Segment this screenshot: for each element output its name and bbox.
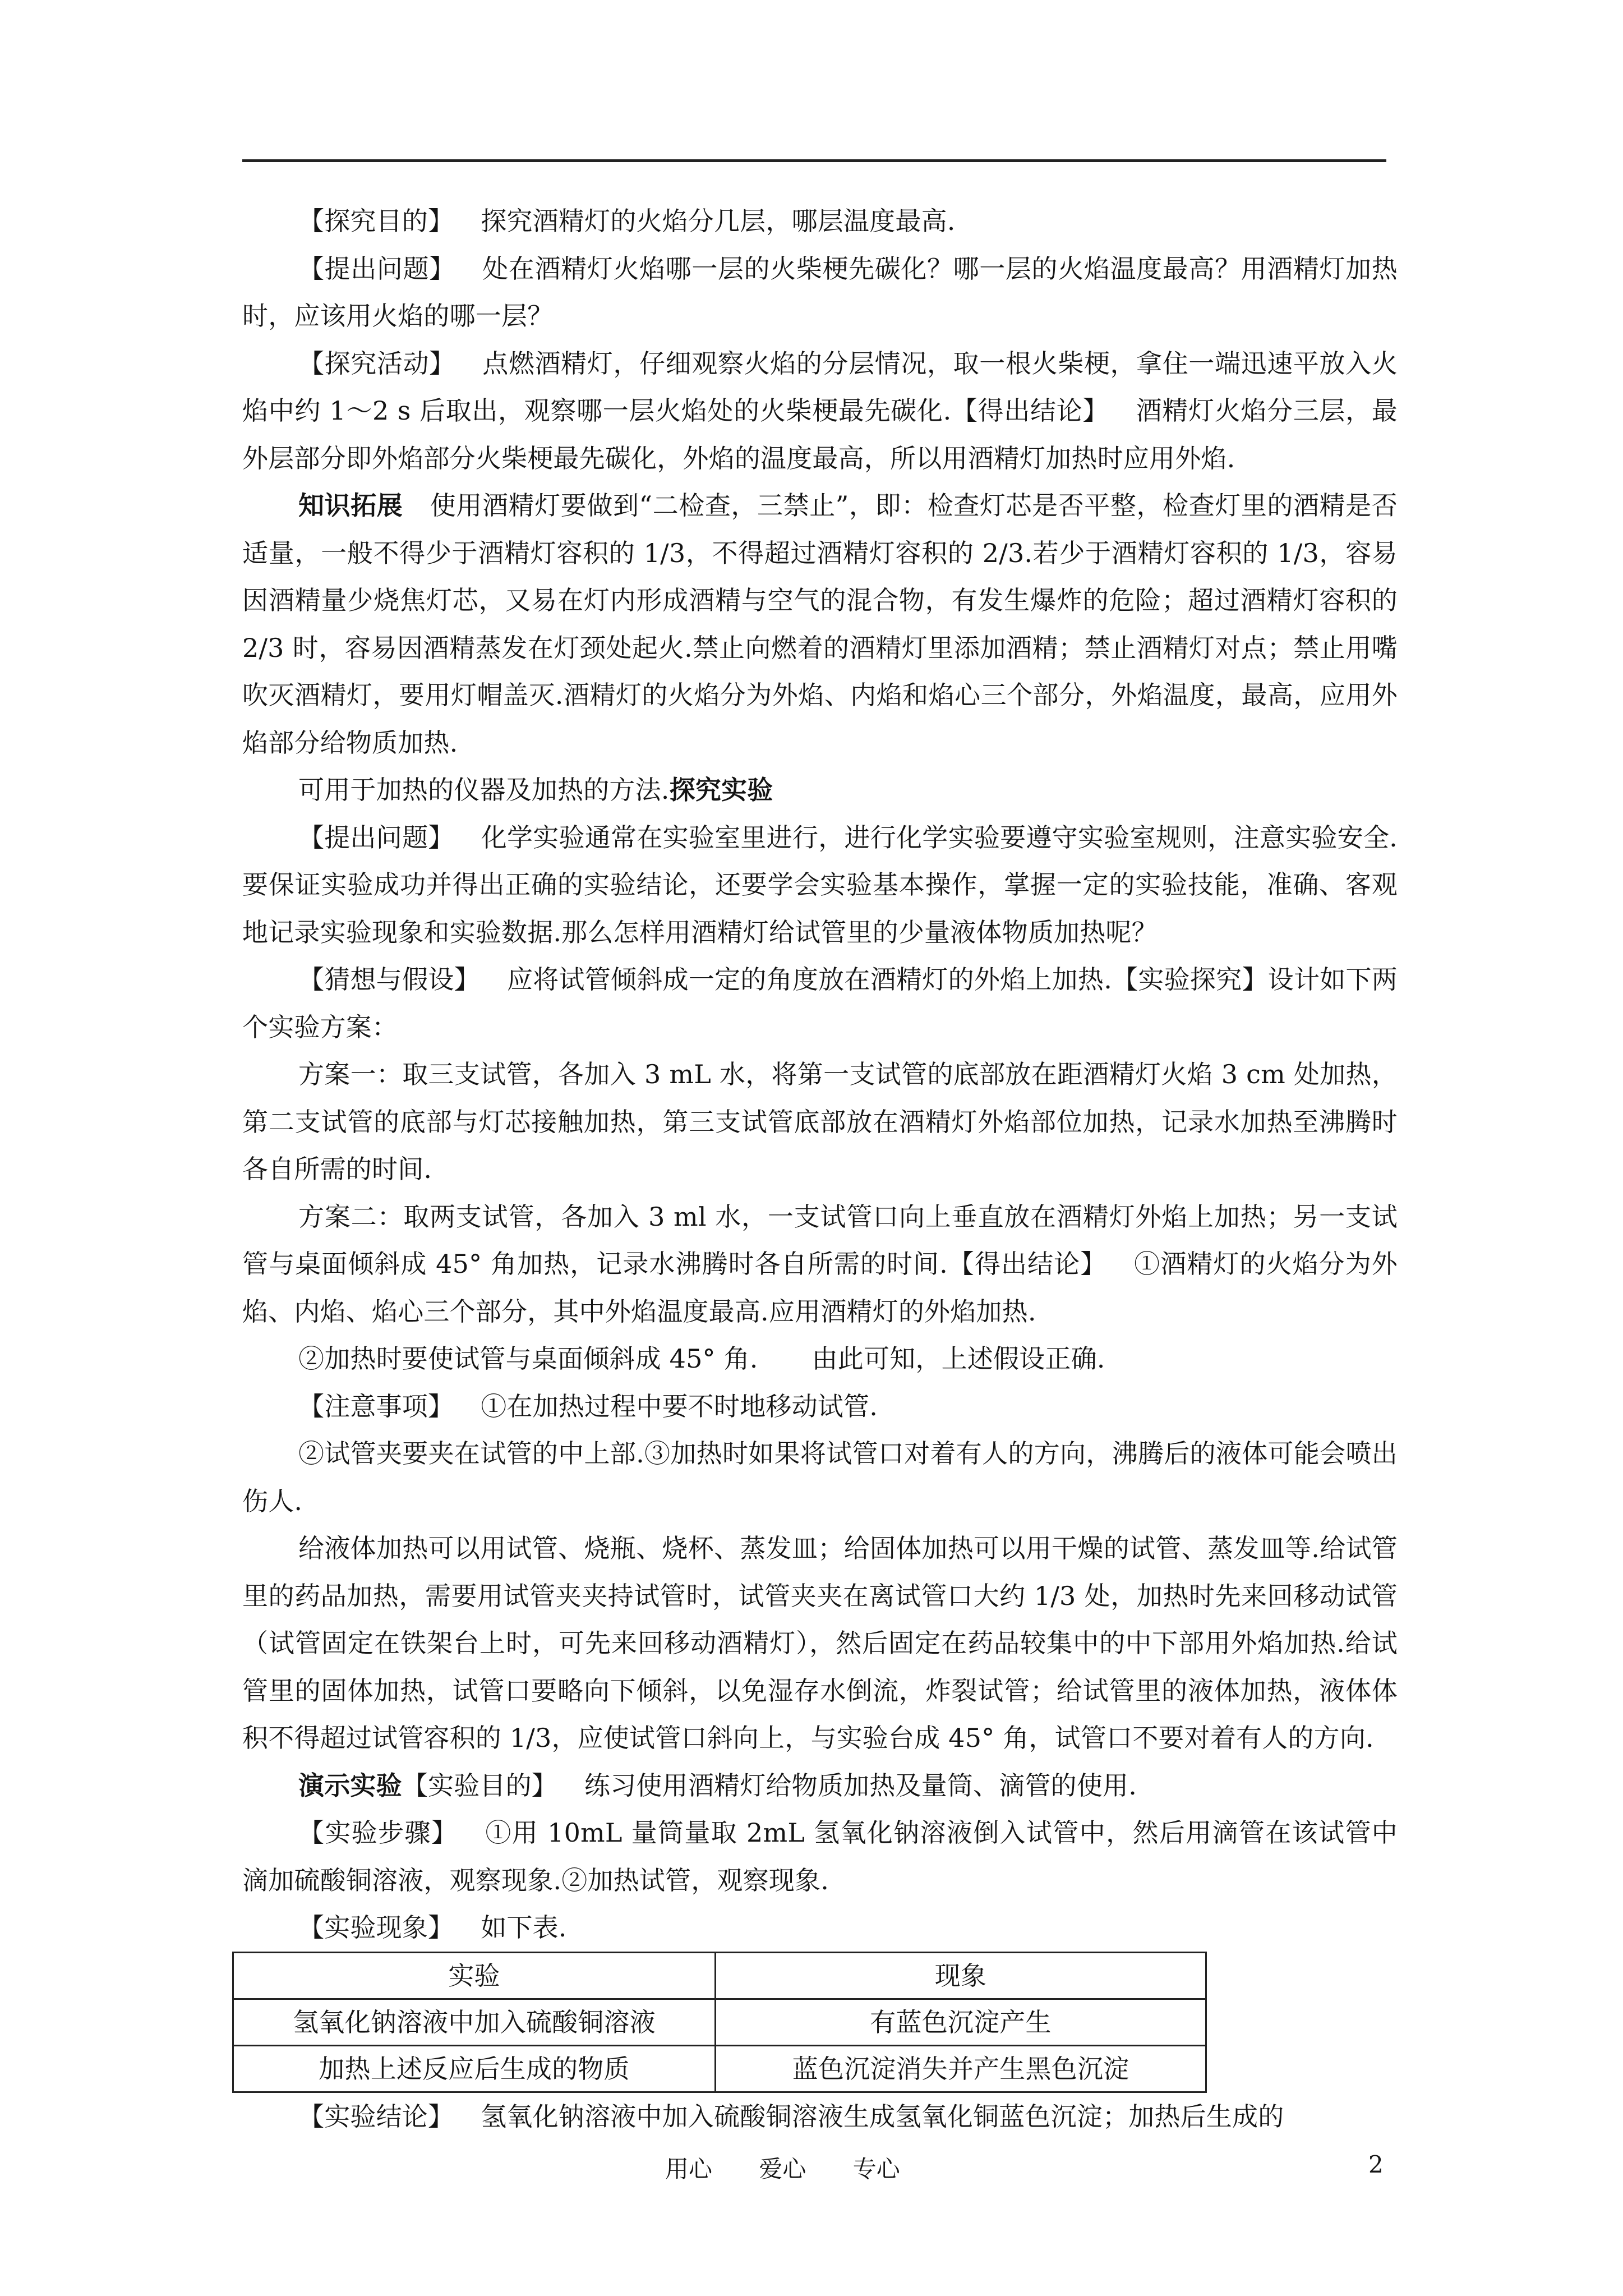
paragraph-heating-methods: 给液体加热可以用试管、烧瓶、烧杯、蒸发皿；给固体加热可以用干燥的试管、蒸发皿等.给试管里的药品加热，需要用试管夹夹持试管时，试管夹夹在离试管口大约 1/3 处，加热时先来回移动试管（试管固定在铁架台上时，可先来回移动酒精灯），然后固定在药品较集中的中下部用外焰加热.给试管里的固体加热，试管口要略向下倾斜，以免湿存水倒流，炸裂试管；给试管里的液体加热，液体体积不得超过试管容积的 1/3，应使试管口斜向上，与实验台成 45° 角，试管口不要对着有人的方向. bbox=[242, 1533, 1398, 1753]
paragraph-heating-instruments: 可用于加热的仪器及加热的方法.探究实验 bbox=[298, 775, 773, 805]
header-rule bbox=[242, 159, 1386, 162]
paragraph-demo-purpose: 演示实验【实验目的】 练习使用酒精灯给物质加热及量筒、滴管的使用. bbox=[298, 1770, 1137, 1801]
page-number: 2 bbox=[1368, 2151, 1384, 2178]
table-header-phenomenon: 现象 bbox=[716, 1952, 1206, 1999]
paragraph-raise-question-2: 【提出问题】 化学实验通常在实验室里进行，进行化学实验要遵守实验室规则，注意实验安全.要保证实验成功并得出正确的实验结论，还要学会实验基本操作，掌握一定的实验技能，准确、客观地记录实验现象和实验数据.那么怎样用酒精灯给试管里的少量液体物质加热呢？ bbox=[242, 822, 1398, 947]
paragraph-experiment-conclusion: 【实验结论】 氢氧化钠溶液中加入硫酸铜溶液生成氢氧化铜蓝色沉淀；加热后生成的 bbox=[298, 2101, 1284, 2132]
table-header-row bbox=[233, 1952, 1206, 1999]
paragraph-inquiry-activity: 【探究活动】 点燃酒精灯，仔细观察火焰的分层情况，取一根火柴梗，拿住一端迅速平放入火焰中约 1～2 s 后取出，观察哪一层火焰处的火柴梗最先碳化.【得出结论】 酒精灯火焰分三层，最外层部分即外焰部分火柴梗最先碳化，外焰的温度最高，所以用酒精灯加热时应用外焰. bbox=[242, 348, 1398, 473]
paragraph-precautions: 【注意事项】 ①在加热过程中要不时地移动试管. bbox=[298, 1391, 878, 1421]
page-content bbox=[242, 197, 1398, 2140]
paragraph-plan-one: 方案一：取三支试管，各加入 3 mL 水，将第一支试管的底部放在距酒精灯火焰 3 cm 处加热，第二支试管的底部与灯芯接触加热，第三支试管底部放在酒精灯外焰部位加热，记录水加热至沸腾时各自所需的时间. bbox=[242, 1059, 1398, 1184]
paragraph-hypothesis: 【猜想与假设】 应将试管倾斜成一定的角度放在酒精灯的外焰上加热.【实验探究】设计如下两个实验方案： bbox=[242, 964, 1398, 1042]
paragraph-conclusion-two: ②加热时要使试管与桌面倾斜成 45° 角. 由此可知，上述假设正确. bbox=[298, 1343, 1105, 1374]
paragraph-experiment-steps: 【实验步骤】 ①用 10mL 量筒量取 2mL 氢氧化钠溶液倒入试管中，然后用滴管在该试管中滴加硫酸铜溶液，观察现象.②加热试管，观察现象. bbox=[242, 1818, 1398, 1895]
table-cell: 氢氧化钠溶液中加入硫酸铜溶液 bbox=[233, 1999, 716, 2045]
table-row bbox=[233, 1999, 1206, 2045]
paragraph-raise-question: 【提出问题】 处在酒精灯火焰哪一层的火柴梗先碳化？哪一层的火焰温度最高？用酒精灯加热时，应该用火焰的哪一层？ bbox=[242, 253, 1398, 331]
paragraph-knowledge-extension: 知识拓展 使用酒精灯要做到“二检查，三禁止”，即：检查灯芯是否平整，检查灯里的酒精是否适量，一般不得少于酒精灯容积的 1/3，不得超过酒精灯容积的 2/3.若少于酒精灯容积的 1/3，容易因酒精量少烧焦灯芯，又易在灯内形成酒精与空气的混合物，有发生爆炸的危险；超过酒精灯容积的 2/3 时，容易因酒精蒸发在灯颈处起火.禁止向燃着的酒精灯里添加酒精；禁止酒精灯对点；禁止用嘴吹灭酒精灯，要用灯帽盖灭.酒精灯的火焰分为外焰、内焰和焰心三个部分，外焰温度，最高，应用外焰部分给物质加热. bbox=[242, 490, 1398, 758]
table-header-experiment: 实验 bbox=[233, 1952, 716, 1999]
table-cell: 有蓝色沉淀产生 bbox=[716, 1999, 1206, 2045]
paragraph-plan-two: 方案二：取两支试管，各加入 3 ml 水，一支试管口向上垂直放在酒精灯外焰上加热；另一支试管与桌面倾斜成 45° 角加热，记录水沸腾时各自所需的时间.【得出结论】 ①酒精灯的火焰分为外焰、内焰、焰心三个部分，其中外焰温度最高.应用酒精灯的外焰加热. bbox=[242, 1201, 1398, 1327]
paragraph-experiment-phenomena: 【实验现象】 如下表. bbox=[298, 1912, 567, 1943]
paragraph-inquiry-purpose: 【探究目的】 探究酒精灯的火焰分几层，哪层温度最高. bbox=[298, 206, 956, 236]
table-cell: 蓝色沉淀消失并产生黑色沉淀 bbox=[716, 2045, 1206, 2092]
table-cell: 加热上述反应后生成的物质 bbox=[233, 2045, 716, 2092]
footer-motto: 用心 爱心 专心 bbox=[665, 2155, 900, 2183]
results-table bbox=[232, 1952, 1207, 2093]
page-footer bbox=[0, 2151, 1623, 2184]
table-row bbox=[233, 2045, 1206, 2092]
paragraph-precautions-2: ②试管夹要夹在试管的中上部.③加热时如果将试管口对着有人的方向，沸腾后的液体可能会喷出伤人. bbox=[242, 1438, 1398, 1516]
